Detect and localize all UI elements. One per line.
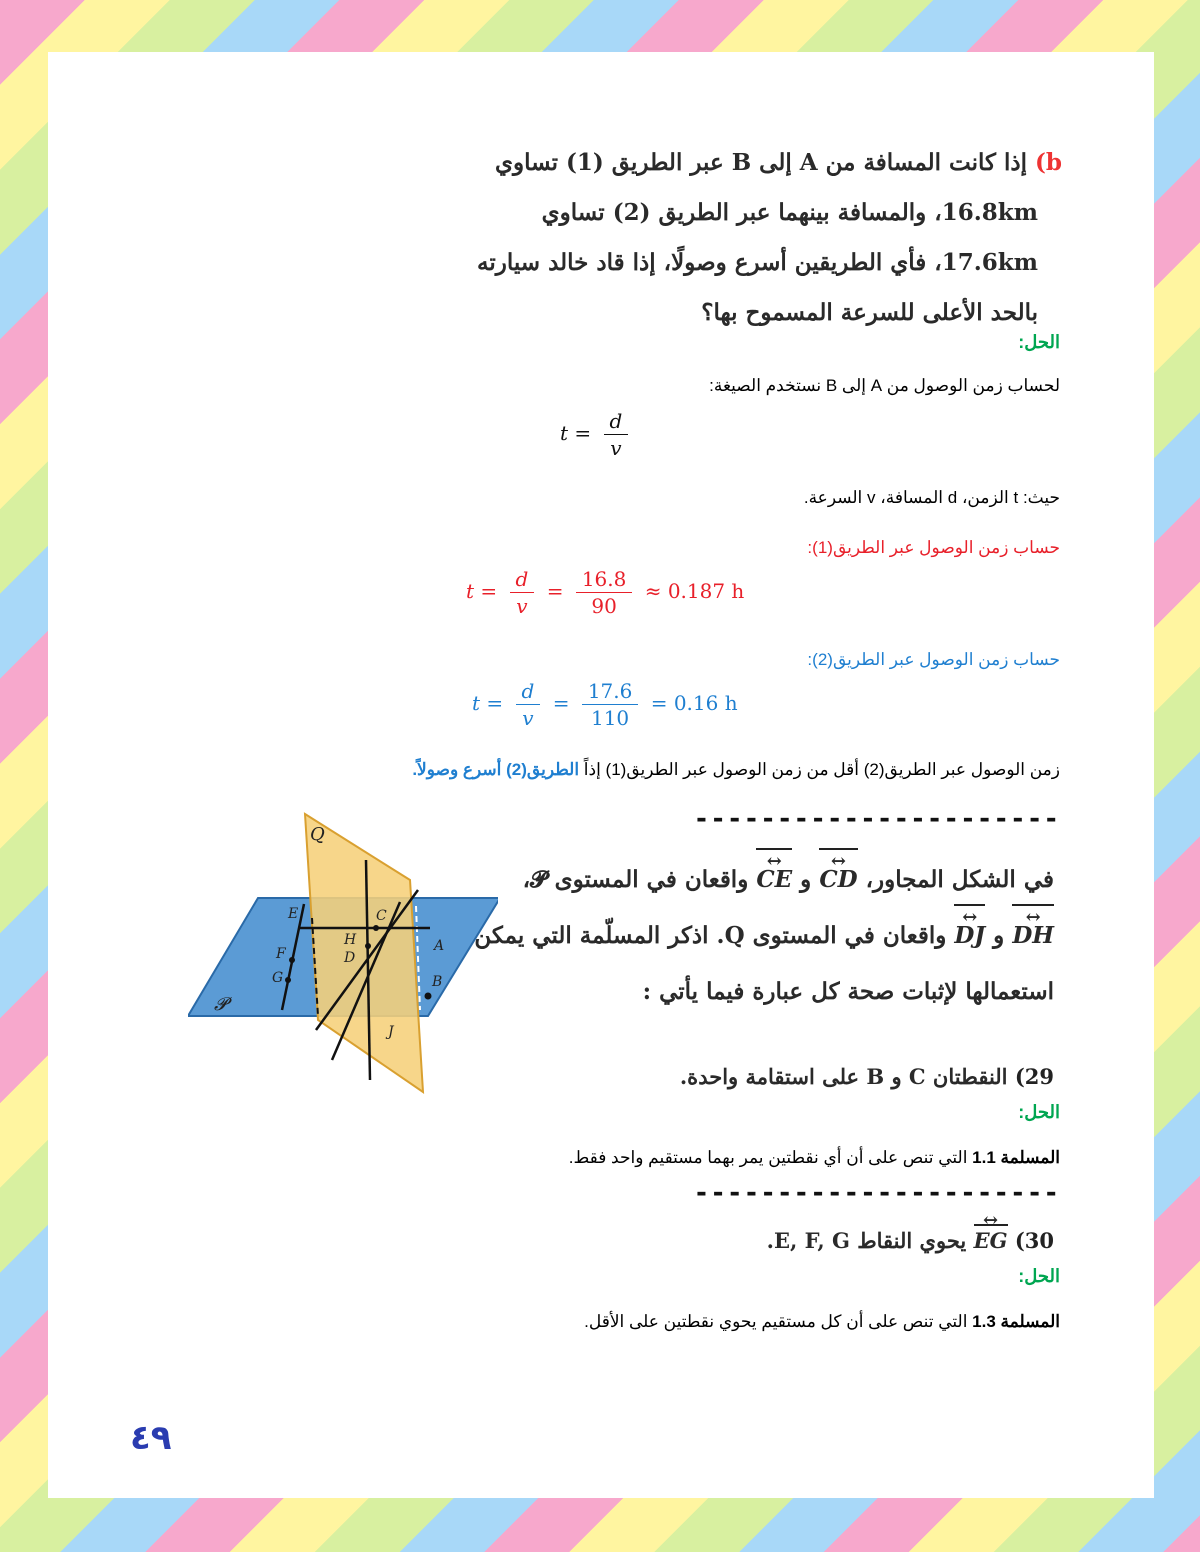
conclusion-plain: زمن الوصول عبر الطريق(2) أقل من زمن الوصول عبر الطريق(1) إذاً [579, 760, 1060, 779]
q30-number: 30) [1014, 1228, 1054, 1253]
road1-den2: 90 [591, 594, 617, 618]
problem-b-text3: 17.6km، فأي الطريقين أسرع وصولًا، إذا قاد خالد سيارته [477, 249, 1038, 276]
diagram-intro-line3: استعمالها لإثبات صحة كل عبارة فيما يأتي : [642, 978, 1054, 1005]
formula-where: حيث: t الزمن، d المسافة، v السرعة. [803, 488, 1060, 507]
road2-title: حساب زمن الوصول عبر الطريق(2): [807, 650, 1060, 669]
planes-diagram [188, 810, 498, 1100]
intro-text-b: واقعان في المستوى 𝓟، [522, 866, 749, 893]
label-d: D [344, 950, 356, 966]
formula-lhs: t = [560, 421, 592, 445]
problem-b-text4: بالحد الأعلى للسرعة المسموح بها؟ [701, 299, 1038, 326]
solution-label-b: الحل: [1018, 332, 1060, 352]
label-j: J [388, 1024, 394, 1040]
q29 [454, 1064, 1054, 1089]
solution-label-30: الحل: [1018, 1266, 1060, 1286]
intro-text-a: في الشكل المجاور، [857, 866, 1054, 893]
q30 [454, 1228, 1054, 1253]
label-p: 𝓟 [214, 994, 227, 1015]
point-d [365, 943, 371, 949]
problem-b-text1: إذا كانت المسافة من A إلى B عبر الطريق (1) تساوي [494, 149, 1027, 176]
road1-result: ≈ 0.187 h [644, 579, 745, 603]
road1-title: حساب زمن الوصول عبر الطريق(1): [807, 538, 1060, 557]
road2-den2: 110 [590, 706, 630, 730]
intro-and-1: و [792, 866, 812, 893]
q29-text: النقطتان C و B على استقامة واحدة. [679, 1064, 1008, 1089]
point-g [285, 977, 291, 983]
road1-eq: = [546, 579, 564, 603]
line-dj-label: DJ ↔ [954, 908, 985, 964]
road2-eq: = [552, 691, 570, 715]
q30-text: يحوي النقاط E, F, G. [766, 1228, 967, 1253]
separator-2: ---------------------- [693, 1178, 1060, 1208]
road2-num1: d [516, 680, 541, 705]
road2-den1: v [522, 706, 534, 730]
problem-b-line1 [302, 138, 1062, 188]
q30-answer-bold: المسلمة 1.3 [972, 1312, 1060, 1331]
diagram-intro [454, 852, 1054, 1020]
road2-lhs: t = [472, 691, 504, 715]
q29-number: 29) [1014, 1064, 1054, 1089]
road2-frac1 [516, 680, 541, 729]
formula-fraction [604, 410, 629, 459]
intro-text-c: واقعان في المستوى Q. اذكر المسلّمة التي يمكن [474, 922, 947, 949]
road1-den1: v [516, 594, 528, 618]
label-b: B [432, 974, 443, 990]
road1-num2: 16.8 [576, 568, 633, 593]
label-g: G [272, 970, 284, 986]
conclusion-bold: الطريق(2) أسرع وصولاً. [412, 760, 580, 779]
road2-equation [472, 680, 738, 729]
road1-lhs: t = [466, 579, 498, 603]
formula-t [560, 410, 634, 459]
q30-answer-text: التي تنص على أن كل مستقيم يحوي نقطتين على الأقل. [584, 1312, 973, 1331]
road2-num2: 17.6 [582, 680, 639, 705]
page [48, 52, 1154, 1498]
q29-answer-bold: المسلمة 1.1 [972, 1148, 1060, 1167]
road2-result: = 0.16 h [650, 691, 738, 715]
road1-frac1 [510, 568, 535, 617]
q29-answer [60, 1148, 1060, 1168]
point-c [373, 925, 379, 931]
label-c: C [376, 908, 387, 924]
label-a: A [434, 938, 445, 954]
problem-b-label: b) [1035, 149, 1062, 176]
point-b [425, 993, 432, 1000]
formula-num: d [604, 410, 629, 435]
line-ce-label: CE ↔ [756, 852, 792, 908]
label-h: H [344, 932, 357, 948]
separator-1: ---------------------- [693, 804, 1060, 834]
q30-line-eg: EG ↔ [974, 1228, 1008, 1253]
solution-label-29: الحل: [1018, 1102, 1060, 1122]
road2-frac2 [582, 680, 639, 729]
solution-b-intro: لحساب زمن الوصول من A إلى B نستخدم الصيغة: [709, 376, 1060, 395]
problem-b [302, 138, 1062, 338]
road1-equation [466, 568, 744, 617]
formula-den: v [610, 436, 622, 460]
point-f [289, 957, 295, 963]
line-cd-label: CD ↔ [819, 852, 857, 908]
label-e: E [288, 906, 299, 922]
line-dh-label: DH ↔ [1012, 908, 1054, 964]
road1-num1: d [510, 568, 535, 593]
q29-answer-text: التي تنص على أن أي نقطتين يمر بهما مستقيم واحد فقط. [568, 1148, 973, 1167]
problem-b-text2: 16.8km، والمسافة بينهما عبر الطريق (2) تساوي [541, 199, 1038, 226]
q30-answer [60, 1312, 1060, 1332]
diagram-intro-line2 [454, 908, 1054, 964]
label-q: Q [310, 824, 325, 845]
plane-q [305, 814, 423, 1092]
intro-and-2: و [985, 922, 1005, 949]
conclusion [60, 760, 1060, 780]
label-f: F [276, 946, 286, 962]
road1-frac2 [576, 568, 633, 617]
page-number: ٤٩ [130, 1418, 172, 1458]
